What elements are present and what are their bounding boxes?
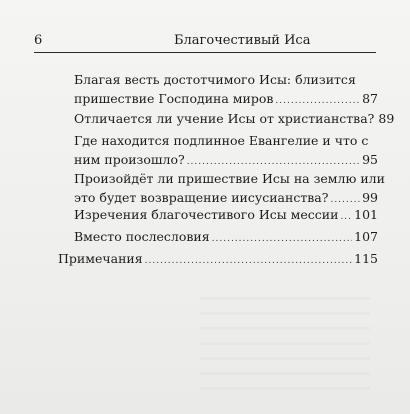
toc-entry-title: Вместо послесловия <box>74 229 210 244</box>
toc-leader-dots <box>340 208 352 227</box>
toc-leader-dots <box>275 92 360 111</box>
page-header <box>34 33 376 53</box>
page-number: 6 <box>34 33 43 48</box>
toc-entry-title: ним произошло? <box>74 151 185 167</box>
toc-entry-title: пришествие Господина миров <box>74 90 274 106</box>
toc-page-number: 87 <box>362 90 378 106</box>
toc-entry-line: Где находится подлинное Евангелие и что с <box>74 133 369 148</box>
toc-entry-last-line <box>74 151 378 172</box>
toc-entry <box>74 228 378 249</box>
running-title: Благочестивый Иса <box>174 33 311 48</box>
toc-entry-title: Отличается ли учение Исы от христианства? <box>74 111 375 126</box>
toc-entry-last-line <box>58 250 378 271</box>
toc-entry <box>58 250 378 271</box>
header-rule <box>34 52 376 53</box>
toc-entry <box>74 110 395 131</box>
toc-entry-last-line <box>74 228 378 249</box>
toc-page-number: 89 <box>378 111 395 126</box>
toc-page-number: 101 <box>354 207 378 222</box>
toc-leader-dots <box>187 153 360 172</box>
toc-entry <box>74 170 385 209</box>
toc-page-number: 107 <box>354 229 378 244</box>
toc-entry <box>74 132 378 171</box>
toc-entry-title: Примечания <box>58 251 143 266</box>
toc-entry-last-line <box>74 206 378 227</box>
show-through-texture <box>200 285 370 395</box>
toc-entry-line: Благая весть достотчимого Исы: близится <box>74 72 356 87</box>
toc-entry-last-line <box>74 90 378 111</box>
toc-entry <box>74 71 378 110</box>
toc-leader-dots <box>145 252 353 271</box>
toc-page-number: 99 <box>362 189 378 205</box>
toc-entry-last-line <box>74 110 395 131</box>
toc-entry-title: это будет возвращение иисусианства? <box>74 189 329 205</box>
toc-page-number: 115 <box>354 251 378 266</box>
toc-entry-line: Произойдёт ли пришествие Исы на землю или <box>74 171 385 186</box>
toc-page-number: 95 <box>362 151 378 167</box>
toc-entry <box>74 206 378 227</box>
toc-entry-title: Изречения благочестивого Исы мессии <box>74 207 339 222</box>
toc-leader-dots <box>212 230 353 249</box>
